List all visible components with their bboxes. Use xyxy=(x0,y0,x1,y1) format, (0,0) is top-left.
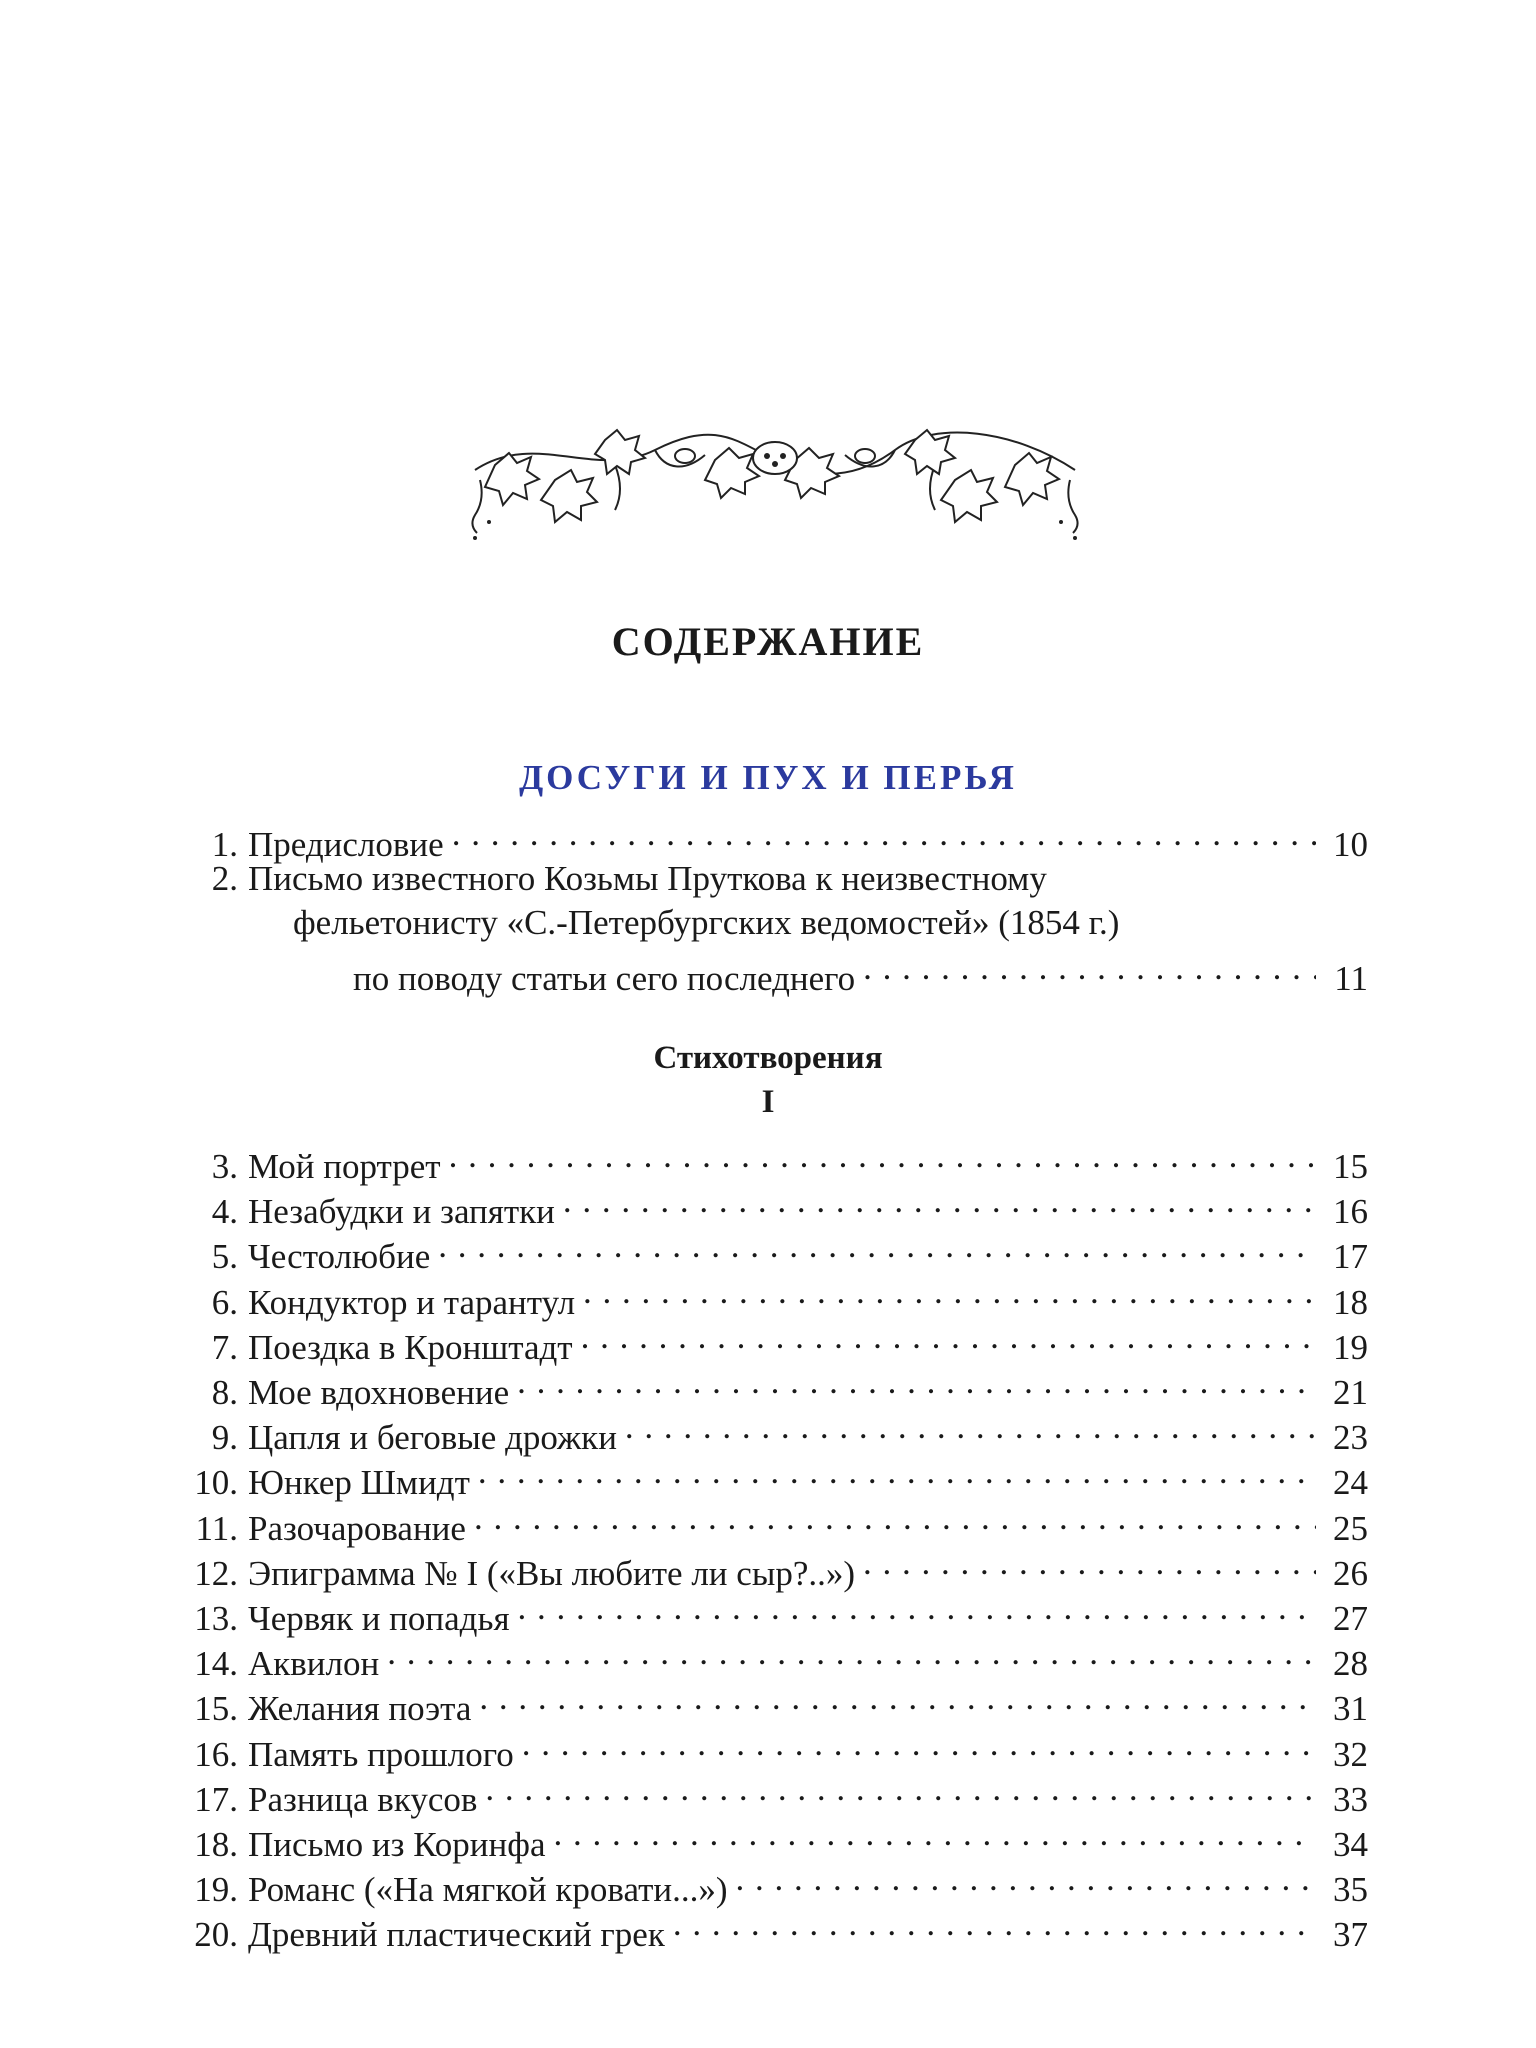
leader-dots xyxy=(479,1676,1316,1720)
leader-dots xyxy=(863,1541,1316,1585)
entry-page: 23 xyxy=(1333,1418,1368,1458)
entry-page: 34 xyxy=(1333,1825,1368,1864)
leader-dots xyxy=(518,1586,1316,1630)
entry-number: 7. xyxy=(211,1327,238,1367)
entry-title: Кондуктор и тарантул xyxy=(248,1282,576,1322)
entry-page: 15 xyxy=(1333,1147,1368,1186)
entry-number: 14. xyxy=(194,1644,238,1684)
page-title: СОДЕРЖАНИЕ xyxy=(611,619,925,664)
entry-continuation xyxy=(178,901,1368,945)
toc-entry[interactable] xyxy=(178,1496,1368,1548)
toc-entry[interactable] xyxy=(178,1586,1368,1638)
entry-number: 13. xyxy=(194,1599,238,1638)
leader-dots xyxy=(673,1902,1316,1946)
toc-entry[interactable] xyxy=(178,812,1368,864)
toc-entry[interactable] xyxy=(178,1224,1368,1277)
toc-entry[interactable] xyxy=(178,1676,1368,1729)
leader-dots xyxy=(452,812,1316,856)
entry-title: Разочарование xyxy=(248,1508,466,1548)
toc-entry[interactable] xyxy=(178,857,1368,901)
entry-number: 18. xyxy=(194,1825,238,1864)
toc-entry[interactable] xyxy=(178,1450,1368,1503)
entry-title: Предисловие xyxy=(248,825,444,864)
entry-page: 19 xyxy=(1333,1327,1368,1367)
leader-dots xyxy=(449,1134,1316,1178)
toc-entry[interactable] xyxy=(178,1902,1368,1955)
leader-dots xyxy=(438,1224,1316,1268)
leader-dots xyxy=(478,1450,1316,1494)
leader-dots xyxy=(485,1767,1316,1811)
subsection-title: Стихотворения xyxy=(653,1040,883,1076)
toc-entry[interactable] xyxy=(178,1541,1368,1593)
entry-title: Червяк и попадья xyxy=(248,1599,510,1638)
toc-entry[interactable] xyxy=(178,1179,1368,1232)
entry-number: 6. xyxy=(211,1282,238,1322)
section-title: ДОСУГИ И ПУХ И ПЕРЬЯ xyxy=(519,758,1017,797)
entry-number: 1. xyxy=(211,825,238,864)
entry-number: 17. xyxy=(194,1779,238,1819)
entry-page: 27 xyxy=(1333,1599,1368,1638)
entry-page: 32 xyxy=(1333,1734,1368,1774)
entry-page: 28 xyxy=(1333,1644,1368,1684)
leader-dots xyxy=(522,1722,1316,1766)
entry-number: 3. xyxy=(211,1147,238,1186)
entry-number: 12. xyxy=(194,1553,238,1593)
leader-dots xyxy=(553,1812,1316,1856)
entry-title: Разница вкусов xyxy=(248,1779,478,1819)
part-number: I xyxy=(761,1084,775,1120)
entry-page: 25 xyxy=(1333,1508,1368,1548)
leader-dots xyxy=(387,1631,1316,1675)
entry-title: Честолюбие xyxy=(248,1237,431,1277)
toc-entry[interactable] xyxy=(178,1722,1368,1774)
entry-number: 20. xyxy=(194,1915,238,1955)
entry-number: 15. xyxy=(194,1689,238,1729)
entry-continuation xyxy=(178,946,1368,998)
entry-page: 37 xyxy=(1333,1915,1368,1955)
entry-number: 9. xyxy=(211,1418,238,1458)
toc-entry[interactable] xyxy=(178,1134,1368,1186)
leader-dots xyxy=(583,1270,1316,1314)
leader-dots xyxy=(736,1857,1316,1901)
entry-page: 10 xyxy=(1333,825,1368,864)
toc-entry[interactable] xyxy=(178,1360,1368,1412)
entry-page: 31 xyxy=(1333,1689,1368,1729)
entry-number: 8. xyxy=(211,1373,238,1412)
entry-title: Цапля и беговые дрожки xyxy=(248,1418,617,1458)
entry-page: 11 xyxy=(1334,959,1368,998)
vine-ornament-icon xyxy=(455,410,1095,550)
entry-title-line: Письмо известного Козьмы Пруткова к неизвестному xyxy=(248,859,1047,898)
leader-dots xyxy=(581,1315,1316,1359)
entry-page: 17 xyxy=(1333,1237,1368,1277)
entry-title: Письмо из Коринфа xyxy=(248,1825,546,1864)
entry-title: Древний пластический грек xyxy=(248,1915,665,1955)
entry-page: 21 xyxy=(1333,1373,1368,1412)
toc-entry[interactable] xyxy=(178,1767,1368,1819)
toc-entry[interactable] xyxy=(178,1857,1368,1910)
leader-dots xyxy=(474,1496,1316,1540)
toc-entry[interactable] xyxy=(178,1270,1368,1322)
leader-dots xyxy=(563,1179,1316,1223)
entry-title: Романс («На мягкой кровати...») xyxy=(248,1870,728,1910)
toc-entry[interactable] xyxy=(178,1405,1368,1458)
leader-dots xyxy=(517,1360,1316,1404)
entry-page: 33 xyxy=(1333,1779,1368,1819)
leader-dots xyxy=(863,946,1316,990)
entry-number: 10. xyxy=(194,1463,238,1503)
entry-title: Поездка в Кронштадт xyxy=(248,1327,573,1367)
toc-entry[interactable] xyxy=(178,1812,1368,1864)
entry-number: 11. xyxy=(195,1508,238,1548)
entry-number: 5. xyxy=(211,1237,238,1277)
entry-title: Юнкер Шмидт xyxy=(248,1463,470,1503)
toc-entry[interactable] xyxy=(178,1631,1368,1684)
entry-title: Желания поэта xyxy=(248,1689,472,1729)
entry-title-line: по поводу статьи сего последнего xyxy=(353,959,856,998)
entry-page: 26 xyxy=(1333,1553,1368,1593)
entry-title: Память прошлого xyxy=(248,1734,514,1774)
entry-title: Мой портрет xyxy=(248,1147,441,1186)
entry-page: 18 xyxy=(1333,1282,1368,1322)
entry-page: 35 xyxy=(1333,1870,1368,1910)
entry-number: 16. xyxy=(194,1734,238,1774)
entry-title: Мое вдохновение xyxy=(248,1373,510,1412)
entry-number: 19. xyxy=(194,1870,238,1910)
entry-title: Незабудки и запятки xyxy=(248,1192,555,1232)
toc-entry[interactable] xyxy=(178,1315,1368,1367)
entry-title-line: фельетонисту «С.-Петербургских ведомостей» (1854 г.) xyxy=(293,903,1120,942)
entry-page: 16 xyxy=(1333,1192,1368,1232)
leader-dots xyxy=(625,1405,1316,1449)
entry-title: Аквилон xyxy=(248,1644,380,1684)
entry-page: 24 xyxy=(1333,1463,1368,1503)
entry-number: 4. xyxy=(211,1192,238,1232)
entry-number: 2. xyxy=(211,859,238,898)
entry-title: Эпиграмма № I («Вы любите ли сыр?..») xyxy=(248,1553,856,1593)
